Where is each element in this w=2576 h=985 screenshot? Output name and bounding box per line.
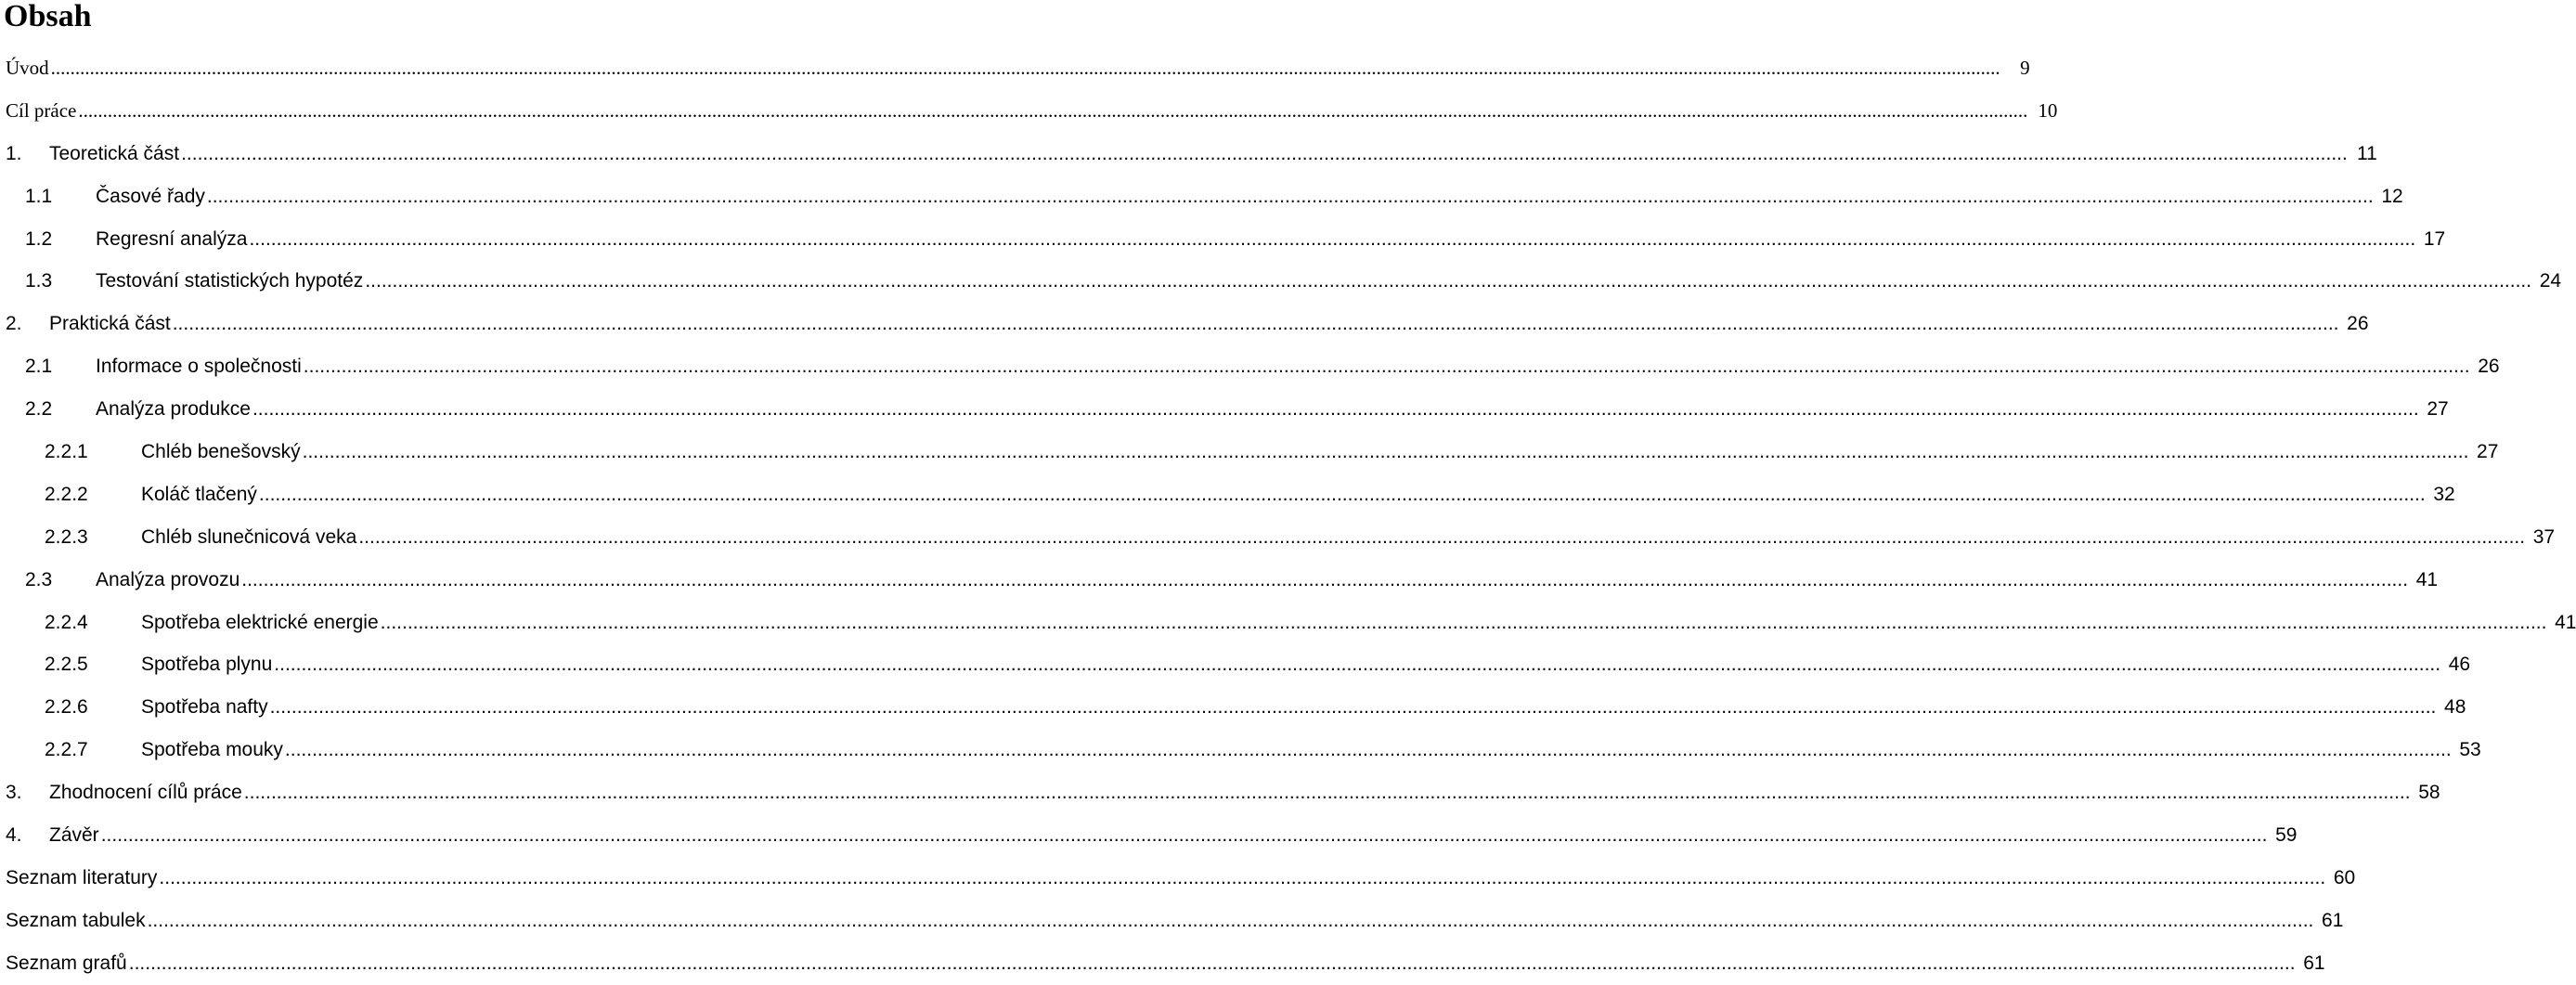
toc-dot-leader: ................................................................................................................................................................................................................................................................................................................................................................................................................ (78, 99, 2028, 123)
toc-entry[interactable] (0, 686, 2466, 729)
toc-dot-leader: ................................................................................................................................................................................................................................................................................................................................................................................................................ (172, 313, 2339, 335)
toc-entry[interactable] (0, 175, 2403, 218)
toc-entry-page: 24 (2539, 270, 2562, 292)
toc-entry[interactable] (0, 218, 2446, 261)
toc-entry[interactable] (0, 942, 2325, 985)
toc-entry-number: 2.2.5 (45, 654, 88, 676)
toc-entry-page: 11 (2357, 142, 2377, 164)
toc-dot-leader: ................................................................................................................................................................................................................................................................................................................................................................................................................ (380, 611, 2547, 633)
toc-entry-page: 58 (2418, 782, 2440, 804)
table-of-contents (0, 47, 2576, 985)
toc-entry-title: Informace o společnosti (96, 356, 302, 378)
toc-entry[interactable] (0, 729, 2481, 771)
toc-entry-number: 2.2.3 (45, 525, 88, 548)
toc-entry-title: Regresní analýza (96, 227, 248, 250)
toc-entry-number: 2.1 (25, 356, 53, 378)
toc-dot-leader: ................................................................................................................................................................................................................................................................................................................................................................................................................ (365, 270, 2532, 292)
toc-entry-number: 4. (6, 823, 22, 846)
toc-entry-title: Spotřeba mouky (141, 739, 283, 761)
toc-entry-number: 2.2.6 (45, 696, 88, 719)
toc-entry-page: 41 (2555, 611, 2576, 633)
toc-entry-page: 61 (2322, 909, 2344, 931)
toc-entry[interactable] (0, 90, 2058, 133)
toc-entry-title: Chléb slunečnicová veka (141, 525, 357, 548)
toc-entry[interactable] (0, 260, 2562, 303)
toc-entry-title: Analýza provozu (96, 568, 240, 590)
toc-entry-title: Seznam tabulek (6, 909, 146, 931)
toc-dot-leader: ................................................................................................................................................................................................................................................................................................................................................................................................................ (147, 909, 2314, 931)
toc-entry[interactable] (0, 133, 2377, 175)
toc-entry-number: 2.2.1 (45, 440, 88, 462)
toc-entry[interactable] (0, 643, 2471, 686)
toc-dot-leader: ................................................................................................................................................................................................................................................................................................................................................................................................................ (358, 525, 2526, 548)
toc-entry[interactable] (0, 47, 2030, 90)
toc-entry-page: 46 (2448, 654, 2471, 676)
toc-entry[interactable] (0, 303, 2369, 345)
toc-entry-page: 17 (2423, 227, 2446, 250)
toc-entry[interactable] (0, 814, 2298, 857)
toc-entry-number: 2.3 (25, 568, 53, 590)
toc-entry-title: Cíl práce (6, 99, 77, 123)
toc-entry[interactable] (0, 345, 2500, 388)
toc-entry-page: 10 (2038, 99, 2058, 123)
toc-entry-title: Testování statistických hypotéz (96, 270, 364, 292)
toc-entry[interactable] (0, 857, 2356, 900)
toc-entry-title: Spotřeba nafty (141, 696, 268, 719)
toc-entry-page: 61 (2303, 952, 2325, 974)
toc-entry[interactable] (0, 473, 2455, 516)
toc-entry-page: 27 (2477, 440, 2499, 462)
toc-entry[interactable] (0, 388, 2449, 431)
toc-dot-leader: ................................................................................................................................................................................................................................................................................................................................................................................................................ (303, 356, 2470, 378)
toc-entry-page: 53 (2459, 739, 2481, 761)
toc-entry-title: Teoretická část (49, 142, 180, 164)
toc-dot-leader: ................................................................................................................................................................................................................................................................................................................................................................................................................ (181, 142, 2348, 164)
toc-entry-page: 26 (2478, 356, 2500, 378)
toc-entry-page: 27 (2427, 398, 2449, 421)
toc-entry-number: 1. (6, 142, 22, 164)
toc-entry-number: 2.2 (25, 398, 53, 421)
toc-entry-title: Analýza produkce (96, 398, 251, 421)
toc-dot-leader: ................................................................................................................................................................................................................................................................................................................................................................................................................ (269, 696, 2437, 719)
toc-entry-page: 59 (2275, 823, 2298, 846)
toc-entry-title: Závěr (49, 823, 99, 846)
toc-entry-title: Seznam grafů (6, 952, 127, 974)
toc-entry[interactable] (0, 771, 2440, 814)
toc-entry[interactable] (0, 559, 2439, 602)
toc-entry[interactable] (0, 900, 2344, 942)
toc-entry-page: 26 (2347, 313, 2369, 335)
toc-dot-leader: ................................................................................................................................................................................................................................................................................................................................................................................................................ (274, 654, 2441, 676)
toc-dot-leader: ................................................................................................................................................................................................................................................................................................................................................................................................................ (206, 185, 2374, 207)
toc-dot-leader: ................................................................................................................................................................................................................................................................................................................................................................................................................ (252, 398, 2419, 421)
toc-dot-leader: ................................................................................................................................................................................................................................................................................................................................................................................................................ (100, 823, 2268, 846)
toc-entry-number: 2. (6, 313, 22, 335)
toc-entry[interactable] (0, 431, 2499, 473)
toc-dot-leader: ................................................................................................................................................................................................................................................................................................................................................................................................................ (50, 57, 2000, 80)
toc-entry-page: 32 (2433, 483, 2455, 505)
toc-dot-leader: ................................................................................................................................................................................................................................................................................................................................................................................................................ (159, 866, 2326, 888)
toc-entry-title: Chléb benešovský (141, 440, 301, 462)
toc-entry[interactable] (0, 602, 2576, 644)
toc-entry-page: 9 (2020, 57, 2030, 80)
toc-dot-leader: ................................................................................................................................................................................................................................................................................................................................................................................................................ (243, 782, 2411, 804)
toc-entry-page: 60 (2333, 866, 2356, 888)
page-title: Obsah (4, 0, 92, 33)
toc-dot-leader: ................................................................................................................................................................................................................................................................................................................................................................................................................ (258, 483, 2426, 505)
toc-dot-leader: ................................................................................................................................................................................................................................................................................................................................................................................................................ (241, 568, 2409, 590)
toc-entry-number: 1.1 (25, 185, 53, 207)
toc-entry[interactable] (0, 516, 2556, 559)
toc-entry-title: Praktická část (49, 313, 171, 335)
toc-dot-leader: ................................................................................................................................................................................................................................................................................................................................................................................................................ (249, 227, 2416, 250)
toc-entry-title: Časové řady (96, 185, 205, 207)
toc-entry-number: 2.2.2 (45, 483, 88, 505)
toc-entry-title: Koláč tlačený (141, 483, 257, 505)
toc-dot-leader: ................................................................................................................................................................................................................................................................................................................................................................................................................ (128, 952, 2296, 974)
toc-entry-number: 2.2.7 (45, 739, 88, 761)
toc-entry-number: 1.3 (25, 270, 53, 292)
toc-entry-page: 37 (2532, 525, 2556, 548)
toc-entry-number: 2.2.4 (45, 611, 88, 633)
toc-dot-leader: ................................................................................................................................................................................................................................................................................................................................................................................................................ (284, 739, 2452, 761)
toc-entry-number: 3. (6, 782, 22, 804)
toc-entry-page: 12 (2381, 185, 2403, 207)
toc-entry-title: Úvod (6, 57, 49, 80)
toc-entry-title: Spotřeba elektrické energie (141, 611, 379, 633)
toc-entry-title: Zhodnocení cílů práce (49, 782, 242, 804)
toc-dot-leader: ................................................................................................................................................................................................................................................................................................................................................................................................................ (302, 440, 2469, 462)
toc-entry-number: 1.2 (25, 227, 53, 250)
toc-entry-page: 41 (2415, 568, 2439, 590)
toc-entry-title: Seznam literatury (6, 866, 158, 888)
toc-entry-title: Spotřeba plynu (141, 654, 273, 676)
toc-entry-page: 48 (2444, 696, 2466, 719)
